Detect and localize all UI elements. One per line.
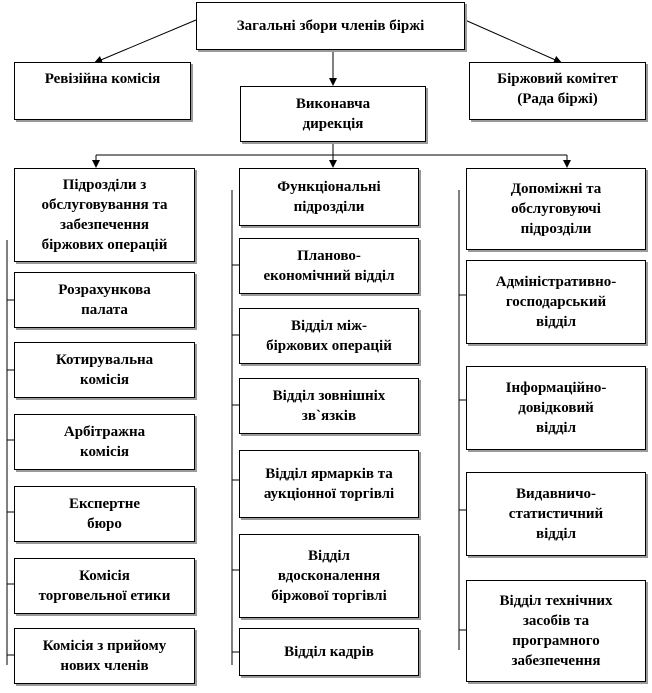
exchange-committee-box: Біржовий комітет (Рада біржі) xyxy=(469,62,646,120)
col2-item-box: Відділ ярмарків та аукціонної торгівлі xyxy=(239,450,419,518)
col2-item-box: Відділ зовнішніх зв`язків xyxy=(239,378,419,434)
col2-item-box: Відділ кадрів xyxy=(239,628,419,676)
col2-header-box: Функціональні підрозділи xyxy=(239,168,419,226)
audit-commission-box: Ревізійна комісія xyxy=(14,62,191,120)
col1-item-box: Арбітражна комісія xyxy=(14,414,195,470)
general-meeting-box: Загальні збори членів біржі xyxy=(196,2,465,50)
col1-item-box: Котирувальна комісія xyxy=(14,342,195,398)
col1-header-box: Підрозділи з обслуговування та забезпечення біржових операцій xyxy=(14,168,195,262)
executive-directorate-box: Виконавча дирекція xyxy=(240,86,426,142)
col2-item-box: Відділ вдосконалення біржової торгівлі xyxy=(239,534,419,618)
col3-header-box: Допоміжні та обслуговуючі підрозділи xyxy=(466,168,646,250)
col1-item-box: Комісія торговельної етики xyxy=(14,558,195,614)
col3-item-box: Видавничо- статистичний відділ xyxy=(466,472,646,556)
col3-item-box: Адміністративно- господарський відділ xyxy=(466,260,646,344)
col1-item-box: Розрахункова палата xyxy=(14,272,195,328)
arrow-root-to-committee xyxy=(465,20,560,62)
col2-item-box: Планово- економічний відділ xyxy=(239,238,419,294)
col1-item-box: Експертне бюро xyxy=(14,486,195,542)
col1-item-box: Комісія з прийому нових членів xyxy=(14,628,195,684)
col3-item-box: Інформаційно- довідковий відділ xyxy=(466,366,646,450)
col3-item-box: Відділ технічних засобів та програмного забезпечення xyxy=(466,580,646,682)
col2-item-box: Відділ між- біржових операцій xyxy=(239,308,419,364)
arrow-root-to-audit xyxy=(96,20,196,62)
